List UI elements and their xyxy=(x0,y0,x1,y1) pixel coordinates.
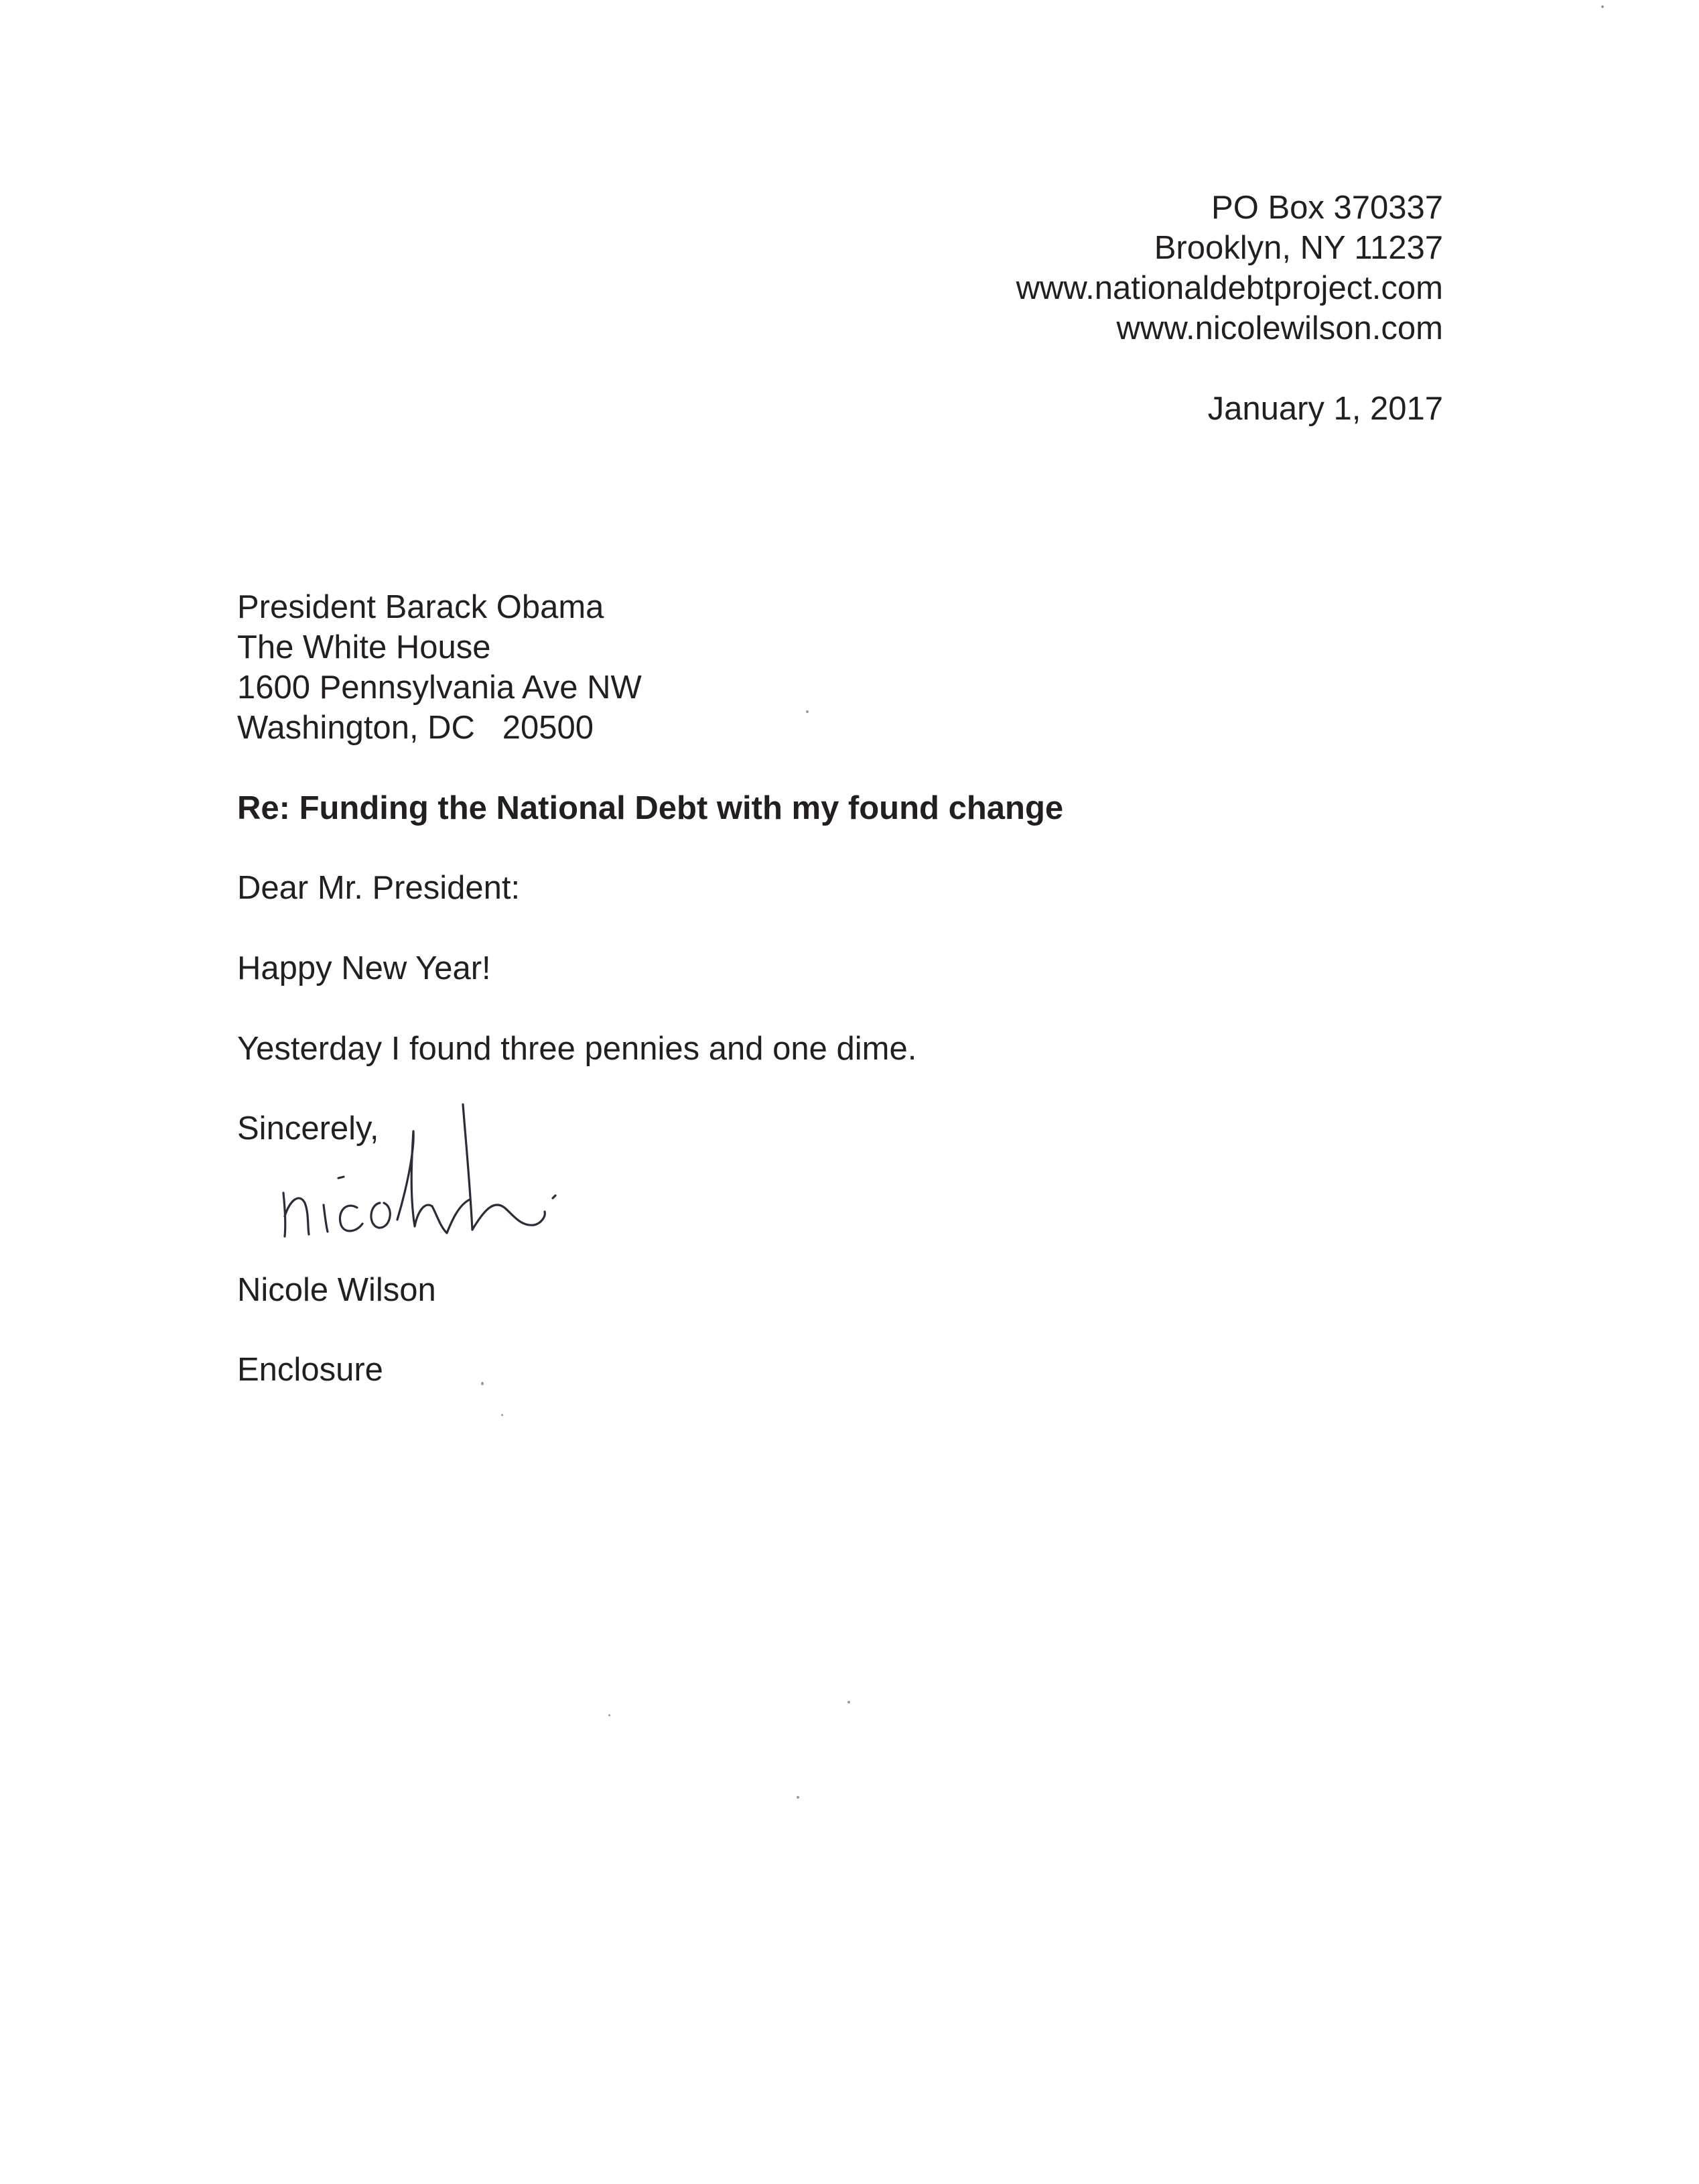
subject-line: Re: Funding the National Debt with my found change xyxy=(237,790,1064,826)
recipient-organization: The White House xyxy=(237,629,491,665)
scan-speck xyxy=(481,1382,484,1385)
scan-speck xyxy=(608,1714,610,1716)
scan-speck xyxy=(806,710,809,713)
sender-address-line1: PO Box 370337 xyxy=(1211,190,1443,226)
recipient-name: President Barack Obama xyxy=(237,589,604,625)
scan-speck xyxy=(797,1796,799,1799)
sender-website-1: www.nationaldebtproject.com xyxy=(1016,270,1443,306)
recipient-city-state-zip: Washington, DC 20500 xyxy=(237,710,594,746)
salutation: Dear Mr. President: xyxy=(237,870,521,906)
closing: Sincerely, xyxy=(237,1110,379,1147)
signer-name: Nicole Wilson xyxy=(237,1272,436,1308)
recipient-street: 1600 Pennsylvania Ave NW xyxy=(237,669,642,706)
body-paragraph-1: Happy New Year! xyxy=(237,950,491,986)
sender-address-line2: Brooklyn, NY 11237 xyxy=(1154,230,1443,266)
letter-date: January 1, 2017 xyxy=(1207,391,1443,427)
handwritten-signature xyxy=(271,1092,620,1260)
enclosure-note: Enclosure xyxy=(237,1352,383,1388)
body-paragraph-2: Yesterday I found three pennies and one dime. xyxy=(237,1031,917,1067)
sender-website-2: www.nicolewilson.com xyxy=(1116,310,1443,346)
scan-speck xyxy=(501,1414,503,1416)
scan-speck xyxy=(1601,5,1604,8)
scan-speck xyxy=(847,1701,850,1704)
